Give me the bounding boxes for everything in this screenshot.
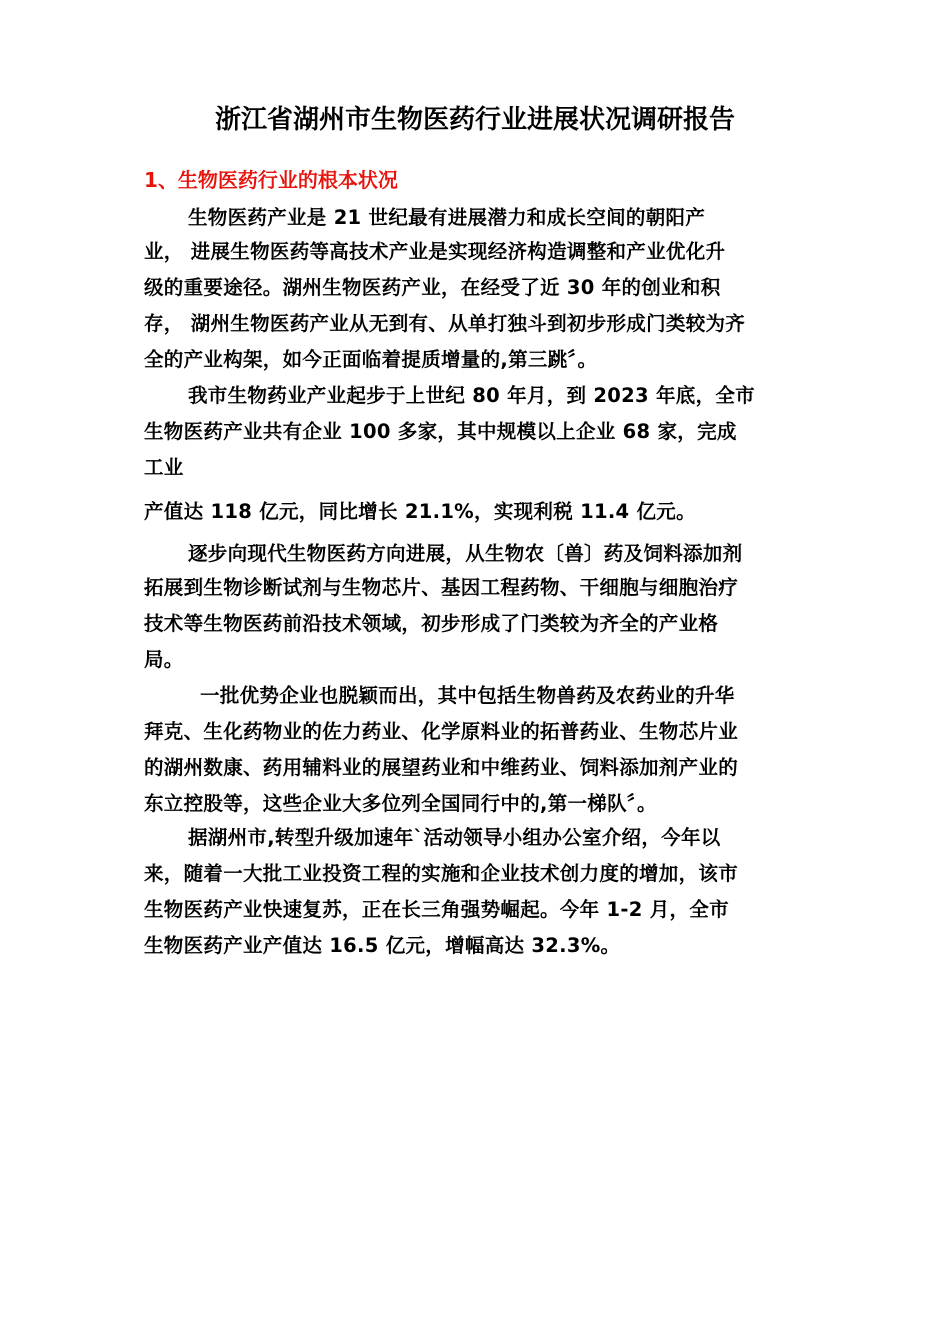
paragraph-1-line-4: 存， 湖州生物医药产业从无到有、从单打独斗到初步形成门类较为齐 <box>144 312 746 335</box>
paragraph-4-line-2: 拓展到生物诊断试剂与生物芯片、基因工程药物、干细胞与细胞治疗 <box>144 576 739 599</box>
paragraph-5-line-3: 的湖州数康、药用辅料业的展望药业和中维药业、饲料添加剂产业的 <box>144 756 739 779</box>
paragraph-5-line-1: 一批优势企业也脱颖而出，其中包括生物兽药及农药业的升华 <box>200 684 735 707</box>
paragraph-1-line-2: 业， 进展生物医药等高技术产业是实现经济构造调整和产业优化升 <box>144 240 726 263</box>
paragraph-5-line-4: 东立控股等，这些企业大多位列全国同行中的,第一梯队〞。 <box>144 792 657 815</box>
paragraph-2-line-1: 我市生物药业产业起步于上世纪 80 年月，到 2023 年底，全市 <box>188 384 755 407</box>
paragraph-6-line-2: 来，随着一大批工业投资工程的实施和企业技术创力度的增加，该市 <box>144 862 739 885</box>
paragraph-4-line-4: 局。 <box>144 648 184 671</box>
paragraph-6-line-3: 生物医药产业快速复苏，正在长三角强势崛起。今年 1-2 月，全市 <box>144 898 729 921</box>
paragraph-4-line-3: 技术等生物医药前沿技术领域，初步形成了门类较为齐全的产业格 <box>144 612 719 635</box>
paragraph-2-line-2: 生物医药产业共有企业 100 多家，其中规模以上企业 68 家，完成 <box>144 420 737 443</box>
paragraph-2-line-3: 工业 <box>144 456 184 479</box>
document-title: 浙江省湖州市生物医药行业进展状况调研报告 <box>214 105 735 135</box>
paragraph-3-line-1: 产值达 118 亿元，同比增长 21.1%，实现利税 11.4 亿元。 <box>144 500 696 523</box>
paragraph-6-line-4: 生物医药产业产值达 16.5 亿元，增幅高达 32.3%。 <box>144 934 621 957</box>
section-heading: 1、生物医药行业的根本状况 <box>144 168 398 192</box>
paragraph-1-line-1: 生物医药产业是 21 世纪最有进展潜力和成长空间的朝阳产 <box>188 206 706 229</box>
paragraph-1-line-5: 全的产业构架，如今正面临着提质增量的,第三跳〞。 <box>144 348 598 371</box>
paragraph-4-line-1: 逐步向现代生物医药方向进展，从生物农〔兽〕药及饲料添加剂 <box>188 542 743 565</box>
paragraph-1-line-3: 级的重要途径。湖州生物医药产业，在经受了近 30 年的创业和积 <box>144 276 721 299</box>
paragraph-6-line-1: 据湖州市,转型升级加速年`活动领导小组办公室介绍，今年以 <box>188 826 721 849</box>
paragraph-5-line-2: 拜克、生化药物业的佐力药业、化学原料业的拓普药业、生物芯片业 <box>144 720 739 743</box>
